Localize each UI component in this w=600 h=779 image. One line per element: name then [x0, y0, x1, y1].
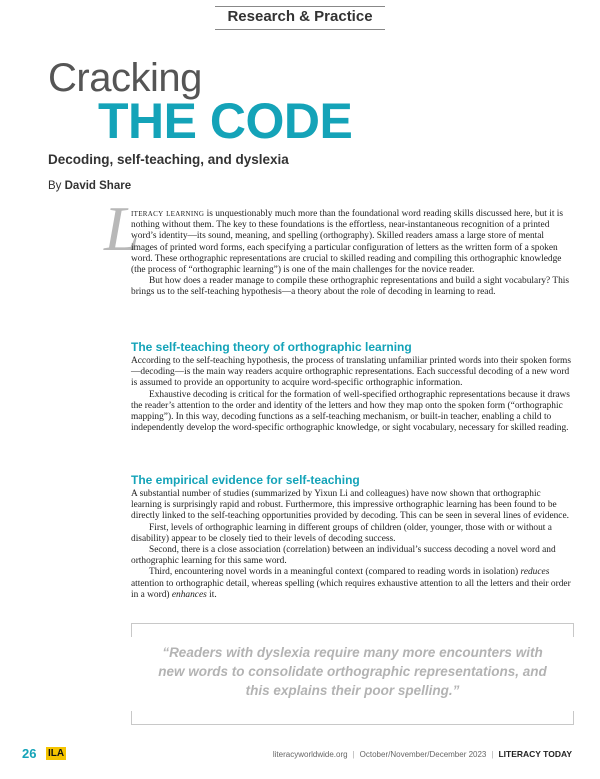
intro-lead: iteracy learning: [131, 209, 205, 219]
intro-paragraph-1: [131, 209, 571, 276]
intro-paragraph-2: But how does a reader manage to compile these orthographic representations and build a sight vocabulary? This brings us to the self-teaching hypothesis—a theory about the role of decoding in learning to read.: [131, 276, 570, 298]
section-heading-2: The empirical evidence for self-teaching: [131, 473, 360, 487]
subtitle: Decoding, self-teaching, and dyslexia: [48, 152, 289, 167]
section-rule-bottom: [215, 29, 385, 30]
quote-line-bottom: [131, 724, 574, 725]
section-1-paragraph-2: Exhaustive decoding is critical for the formation of well-specified orthographic representations because it draws the reader’s attention to the order and identity of the letters and how they map onto the spoken form (“orthographic mapping”). In this way, decoding functions as a self-teaching mechanism, or built-in teacher, enabling a child to independently develop the word-specific orthographic knowledge, or sight vocabulary, necessary for skilled reading.: [131, 389, 570, 434]
quote-corner-br: [573, 711, 574, 725]
section-2-paragraph-4: [131, 567, 571, 601]
quote-corner-bl: [131, 711, 132, 725]
p4-part-c: it.: [206, 589, 217, 600]
section-heading-1: The self-teaching theory of orthographic learning: [131, 340, 412, 354]
quote-corner-tr: [573, 623, 574, 637]
intro-p1-rest: is unquestionably much more than the foundational word reading skills discussed here, but it is nothing without them. The key to these foundations is the effortless, near-instantaneous recognition of a printed word’s identity—its sound, meaning, and spelling (orthography). Skilled readers amass a large store of mental images of printed word forms, each specifying a particular configuration of letters as the written form of a spoken word. These orthographic representations are crucial to skilled reading and compiling this orthographic knowledge (the process of “orthographic learning”) is one of the main challenges for the novice reader.: [131, 209, 564, 276]
section-2-body: [131, 489, 571, 601]
p4-part-a: Third, encountering novel words in a meaningful context (compared to reading words in isolation): [149, 567, 521, 578]
section-2-paragraph-3: Second, there is a close association (correlation) between an individual’s success decoding a novel word and orthographic learning for this same word.: [131, 545, 556, 567]
section-1-body: [131, 356, 571, 434]
p4-part-b: attention to orthographic detail, whereas spelling (which requires exhaustive attention to all the letters and their order in a word): [131, 578, 571, 600]
footer-separator: |: [352, 750, 355, 759]
section-rule-top: [215, 6, 385, 7]
section-2-paragraph-2: First, levels of orthographic learning in different groups of children (older, younger, those with or without a disability) appear to be closely tied to their levels of decoding success.: [131, 522, 552, 544]
footer-info: [273, 749, 572, 759]
footer-website[interactable]: literacyworldwide.org: [272, 750, 348, 759]
page-number: 26: [22, 746, 37, 761]
page-footer: [0, 744, 600, 766]
drop-cap: L: [104, 193, 140, 264]
section-label: Research & Practice: [227, 8, 373, 25]
section-2-paragraph-1: A substantial number of studies (summarized by Yixun Li and colleagues) have now shown that orthographic learning is surprisingly rapid and robust. Furthermore, this impressive orthographic learning has been found to be directly linked to the self-teaching opportunities provided by decoding. This can be seen in several lines of evidence.: [131, 489, 569, 522]
section-1-paragraph-1: According to the self-teaching hypothesis, the process of translating unfamiliar printed words into their spoken forms—decoding—is the main way readers acquire orthographic representations. Each successful decoding of a new word is assumed to provide an opportunity to acquire word-specific orthographic information.: [131, 356, 571, 389]
footer-issue: October/November/December 2023: [359, 750, 487, 759]
pull-quote: “Readers with dyslexia require many more encounters with new words to consolidate orthographic representations, and this explains their poor spelling.”: [158, 645, 547, 698]
byline: [48, 180, 131, 192]
title-line-2: THE CODE: [98, 93, 353, 149]
byline-prefix: By: [48, 180, 65, 192]
footer-separator: |: [491, 750, 494, 759]
quote-corner-tl: [131, 623, 132, 637]
footer-magazine: LITERACY TODAY: [498, 749, 572, 759]
ila-logo: ILA: [48, 748, 65, 759]
title-line-1: Cracking: [48, 56, 202, 100]
author-name: David Share: [64, 180, 132, 192]
pull-quote-box: [131, 623, 574, 725]
p4-emphasis-enhances: enhances: [171, 589, 207, 600]
intro-text: [131, 209, 571, 299]
quote-line-top: [131, 623, 574, 624]
p4-emphasis-reduces: reduces: [520, 567, 550, 578]
